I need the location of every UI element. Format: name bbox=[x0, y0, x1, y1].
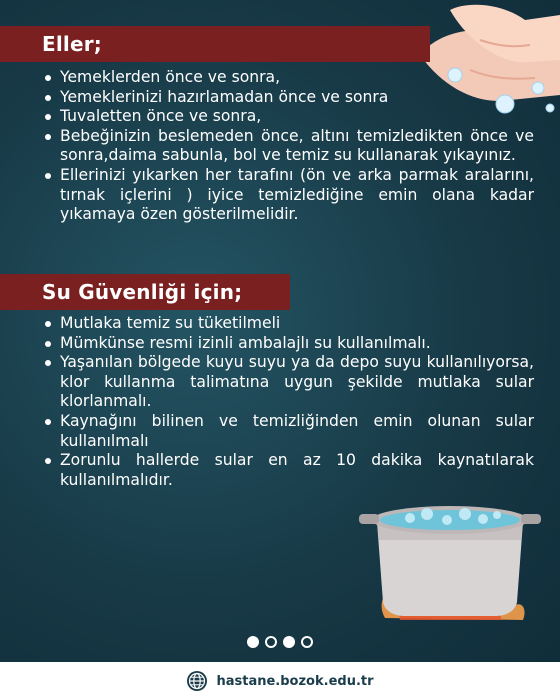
hands-list bbox=[44, 68, 534, 225]
section-title-hands: Eller; bbox=[42, 32, 102, 56]
list-item-text: Yemeklerden önce ve sonra, bbox=[60, 68, 281, 86]
list-item bbox=[44, 314, 534, 334]
bullet-icon bbox=[45, 75, 51, 81]
bullet-icon bbox=[45, 95, 51, 101]
list-item bbox=[44, 334, 534, 354]
list-item bbox=[44, 412, 534, 451]
section-title-water: Su Güvenliği için; bbox=[42, 280, 243, 304]
list-item bbox=[44, 107, 534, 127]
list-item-text: Tuvaletten önce ve sonra, bbox=[60, 107, 262, 126]
bullet-icon bbox=[45, 321, 51, 327]
list-item-text: Kaynağını bilinen ve temizliğinden emin olunan sular kullanılmalı bbox=[60, 411, 534, 450]
section-banner-water bbox=[0, 274, 290, 310]
globe-icon bbox=[186, 670, 208, 692]
bullet-icon bbox=[45, 173, 51, 179]
page-dot[interactable] bbox=[301, 636, 313, 648]
website-link[interactable]: hastane.bozok.edu.tr bbox=[216, 673, 374, 689]
section-banner-hands bbox=[0, 26, 430, 62]
water-safety-list bbox=[44, 314, 534, 490]
footer bbox=[0, 662, 560, 700]
page-dot[interactable] bbox=[247, 636, 259, 648]
list-item bbox=[44, 68, 534, 88]
bullet-icon bbox=[45, 341, 51, 347]
list-item-text: Yemeklerinizi hazırlamadan önce ve sonra bbox=[60, 87, 389, 106]
page-dot[interactable] bbox=[265, 636, 277, 648]
bullet-icon bbox=[45, 360, 51, 366]
page-indicator bbox=[0, 636, 560, 648]
bullet-icon bbox=[45, 458, 51, 464]
list-item bbox=[44, 353, 534, 412]
boiling-pot-illustration bbox=[355, 490, 550, 630]
list-item bbox=[44, 88, 534, 108]
list-item-text: Mutlaka temiz su tüketilmeli bbox=[60, 314, 281, 332]
list-item bbox=[44, 451, 534, 490]
list-item-text: Bebeğinizin beslemeden önce, altını temizledikten önce ve sonra,daima sabunla, bol ve temiz su kullanarak yıkayınız. bbox=[60, 126, 534, 165]
list-item bbox=[44, 127, 534, 166]
bullet-icon bbox=[45, 419, 51, 425]
list-item-text: Ellerinizi yıkarken her tarafını (ön ve arka parmak aralarını, tırnak içlerini ) iyice temizlediğine emin olana kadar yıkamaya özen gösterilmelidir. bbox=[60, 165, 534, 224]
list-item bbox=[44, 166, 534, 225]
list-item-text: Mümkünse resmi izinli ambalajlı su kullanılmalı. bbox=[60, 333, 431, 352]
bullet-icon bbox=[45, 114, 51, 120]
bullet-icon bbox=[45, 134, 51, 140]
page-dot[interactable] bbox=[283, 636, 295, 648]
list-item-text: Yaşanılan bölgede kuyu suyu ya da depo suyu kullanılıyorsa, klor kullanma talimatına uygun şekilde mutlaka sular klorlanmalı. bbox=[60, 353, 534, 411]
list-item-text: Zorunlu hallerde sular en az 10 dakika kaynatılarak kullanılmalıdır. bbox=[60, 451, 534, 489]
